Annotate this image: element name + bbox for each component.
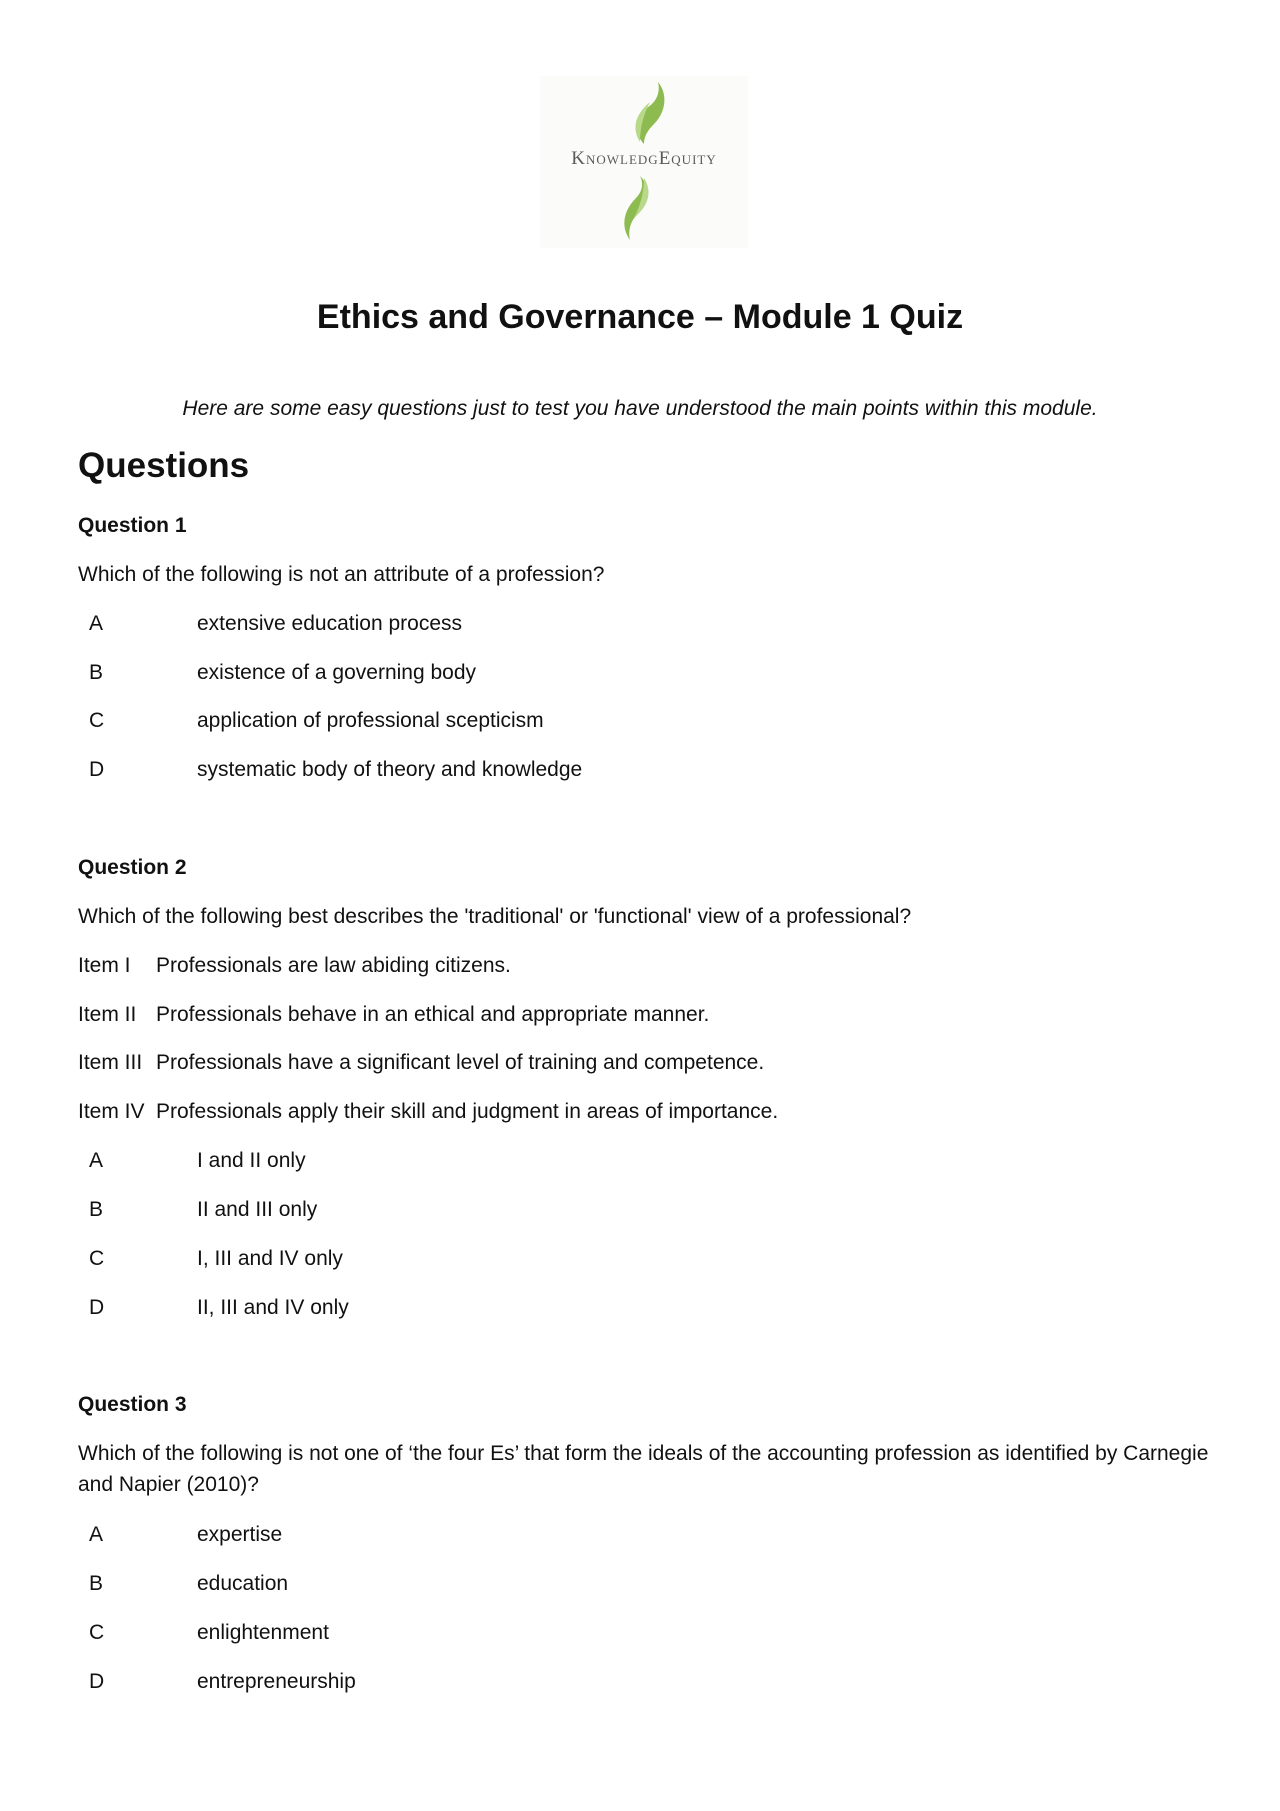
item-label: Item I bbox=[78, 954, 131, 977]
item-label: Item III bbox=[78, 1051, 143, 1074]
question-1-heading: Question 1 bbox=[78, 514, 187, 537]
knowledgequity-logo bbox=[540, 76, 748, 248]
option-text: existence of a governing body bbox=[197, 661, 477, 684]
question-3-heading: Question 3 bbox=[78, 1393, 187, 1416]
item-label: Item IV bbox=[78, 1100, 145, 1123]
option-text: entrepreneurship bbox=[197, 1670, 356, 1693]
item-label: Item II bbox=[78, 1003, 137, 1026]
option-letter: C bbox=[89, 709, 105, 732]
option-text: I, III and IV only bbox=[197, 1247, 343, 1270]
option-text: extensive education process bbox=[197, 612, 462, 635]
option-letter: D bbox=[89, 758, 105, 781]
option-letter: B bbox=[89, 1198, 104, 1221]
option-text: expertise bbox=[197, 1523, 283, 1546]
item-text: Professionals behave in an ethical and appropriate manner. bbox=[156, 1003, 710, 1026]
option-text: II and III only bbox=[197, 1198, 318, 1221]
option-text: application of professional scepticism bbox=[197, 709, 544, 732]
option-letter: D bbox=[89, 1296, 105, 1319]
option-letter: B bbox=[89, 1572, 104, 1595]
option-text: II, III and IV only bbox=[197, 1296, 349, 1319]
item-text: Professionals are law abiding citizens. bbox=[156, 954, 511, 977]
option-letter: D bbox=[89, 1670, 105, 1693]
option-text: enlightenment bbox=[197, 1621, 329, 1644]
question-1-prompt: Which of the following is not an attribute of a profession? bbox=[78, 563, 605, 586]
option-text: systematic body of theory and knowledge bbox=[197, 758, 583, 781]
question-3-prompt: Which of the following is not one of ‘the four Es’ that form the ideals of the accounting profession as identified by Carnegie and Napier (2010)? bbox=[78, 1442, 1209, 1496]
option-letter: C bbox=[89, 1621, 105, 1644]
intro-text: Here are some easy questions just to test you have understood the main points within this module. bbox=[182, 397, 1098, 420]
section-heading: Questions bbox=[78, 446, 250, 485]
option-letter: A bbox=[89, 1149, 104, 1172]
option-text: education bbox=[197, 1572, 289, 1595]
option-text: I and II only bbox=[197, 1149, 306, 1172]
option-letter: B bbox=[89, 661, 104, 684]
page-title: Ethics and Governance – Module 1 Quiz bbox=[316, 298, 964, 336]
item-text: Professionals have a significant level of training and competence. bbox=[156, 1051, 765, 1074]
item-text: Professionals apply their skill and judgment in areas of importance. bbox=[156, 1100, 779, 1123]
question-2-heading: Question 2 bbox=[78, 856, 187, 879]
question-2-prompt: Which of the following best describes the 'traditional' or 'functional' view of a professional? bbox=[78, 905, 912, 928]
option-letter: A bbox=[89, 612, 104, 635]
option-letter: C bbox=[89, 1247, 105, 1270]
logo-wordmark: KnowledgEquity bbox=[571, 148, 717, 169]
option-letter: A bbox=[89, 1523, 104, 1546]
